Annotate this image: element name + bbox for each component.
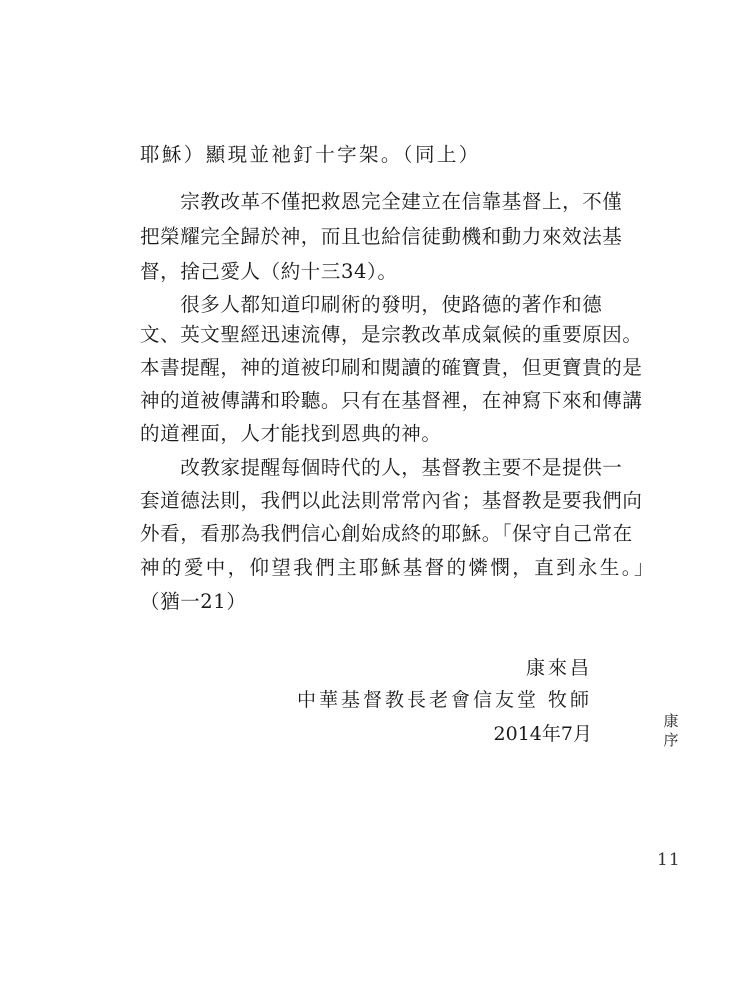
body-line-4: 督，捨己愛人（約十三34）。 xyxy=(140,260,398,283)
body-line-7: 本書提醒，神的道被印刷和閱讀的確寶貴，但更寶貴的是 xyxy=(140,356,643,379)
body-line-6: 文、英文聖經迅速流傳，是宗教改革成氣候的重要原因。 xyxy=(140,323,643,346)
body-line-3: 把榮耀完全歸於神，而且也給信徒動機和動力來效法基 xyxy=(140,225,623,248)
body-line-10: 改教家提醒每個時代的人，基督教主要不是提供一 xyxy=(140,456,623,479)
body-line-14: （猶一21） xyxy=(140,590,247,613)
body-line-1: 耶穌）顯現並祂釘十字架。（同上） xyxy=(140,143,481,166)
body-line-8: 神的道被傳講和聆聽。只有在基督裡，在神寫下來和傳講 xyxy=(140,389,643,412)
body-line-5: 很多人都知道印刷術的發明，使路德的著作和德 xyxy=(140,293,603,316)
body-line-13: 神的愛中，仰望我們主耶穌基督的憐憫，直到永生。」 xyxy=(140,556,656,579)
page-number: 11 xyxy=(657,850,681,870)
signature-position: 中華基督教長老會信友堂 牧師 xyxy=(296,689,592,711)
signature-name: 康來昌 xyxy=(525,657,592,679)
section-side-label: 康序 xyxy=(663,712,679,749)
signature-date: 2014年7月 xyxy=(493,723,592,745)
body-line-2: 宗教改革不僅把救恩完全建立在信靠基督上，不僅 xyxy=(140,190,623,213)
body-line-12: 外看，看那為我們信心創始成終的耶穌。「保守自己常在 xyxy=(140,522,633,545)
body-line-11: 套道德法則，我們以此法則常常內省；基督教是要我們向 xyxy=(140,489,643,512)
body-line-9: 的道裡面，人才能找到恩典的神。 xyxy=(140,422,442,445)
